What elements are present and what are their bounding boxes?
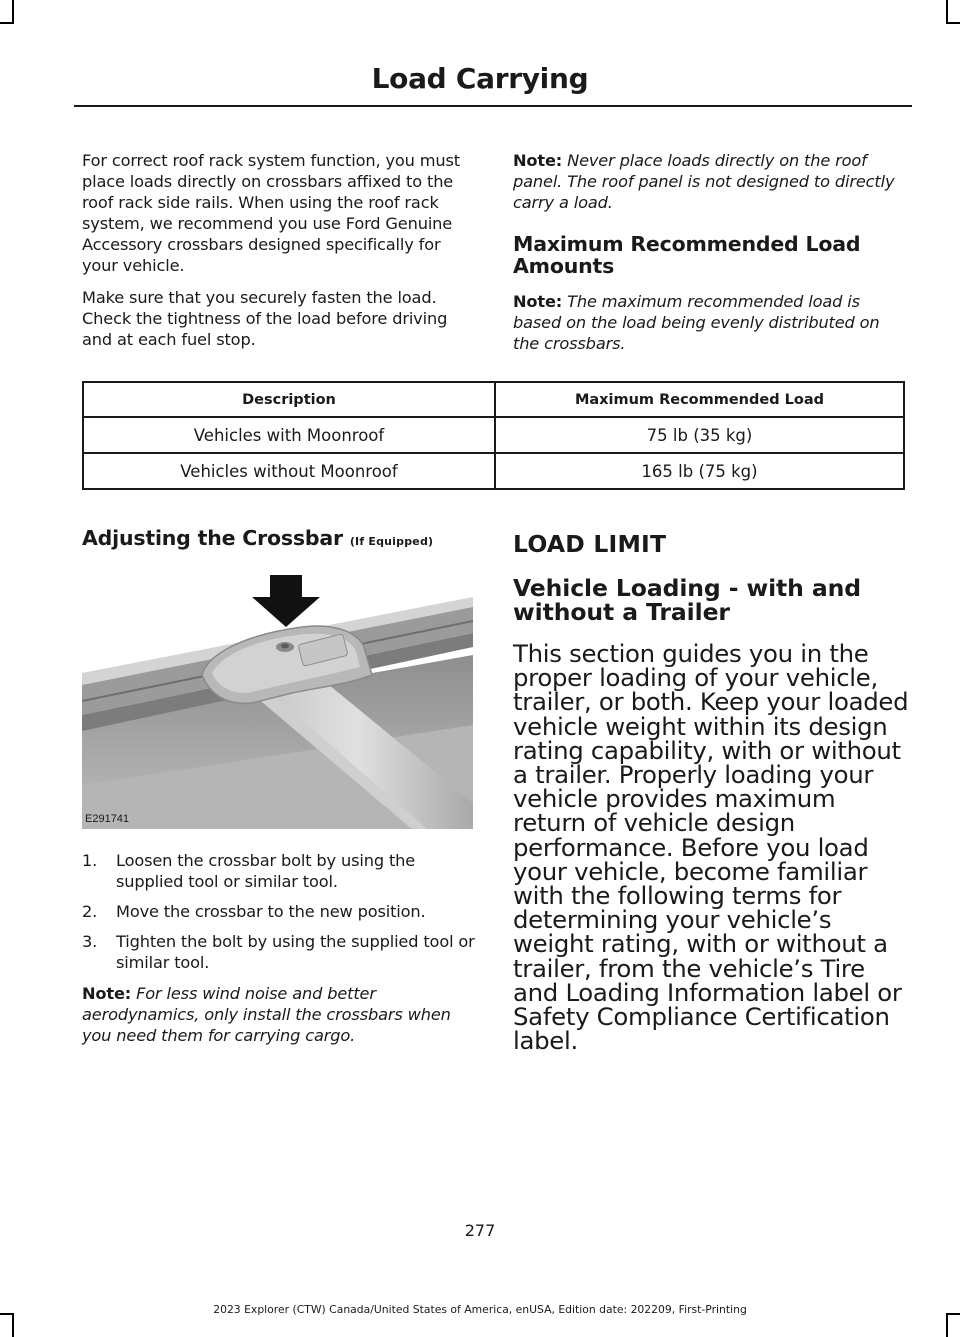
- roof-rack-intro: [82, 150, 478, 350]
- crossbar-steps-block: [82, 850, 478, 1046]
- crop-mark: [12, 0, 14, 22]
- column-header-max-load: Maximum Recommended Load: [495, 382, 904, 417]
- table-cell: Vehicles with Moonroof: [83, 417, 495, 453]
- crop-mark: [0, 22, 14, 24]
- roof-rack-paragraph: For correct roof rack system function, you must place loads directly on crossbars affixed to the roof rack side rails. When using the roof rack system, we recommend you use Ford Genuine Accessory crossbars designed specifically for your vehicle.: [82, 151, 460, 275]
- list-item: [82, 931, 478, 973]
- table-cell: 165 lb (75 kg): [495, 453, 904, 489]
- crossbar-illustration: [82, 575, 473, 829]
- crossbar-steps-list: [82, 850, 478, 973]
- column-header-description: Description: [83, 382, 495, 417]
- crop-mark: [946, 0, 948, 22]
- load-limit-section: [513, 530, 909, 1056]
- max-load-table: [82, 381, 905, 490]
- note-label: Note:: [513, 292, 563, 311]
- list-item: [82, 901, 478, 922]
- step-text: Tighten the bolt by using the supplied tool or similar tool.: [116, 932, 475, 972]
- wind-noise-note: [82, 983, 478, 1046]
- crossbar-illustration-graphic: [82, 575, 473, 829]
- load-distribution-note: [513, 291, 909, 354]
- crop-mark: [12, 1313, 14, 1337]
- step-number: 1.: [82, 851, 98, 870]
- roof-notes: [513, 150, 909, 354]
- table-row: [83, 453, 904, 489]
- load-limit-body: This section guides you in the proper loading of your vehicle, trailer, or both. Keep your loaded vehicle weight within its design rating capability, with or without a trailer. Properly loading your vehicle provides maximum return of vehicle design performance. Before you load your vehicle, become familiar with the following terms for determining your vehicle’s weight rating, with or without a trailer, from the vehicle’s Tire and Loading Information label or Safety Compliance Certification label.: [513, 639, 909, 1056]
- step-text: Move the crossbar to the new position.: [116, 902, 426, 921]
- table-header-row: [83, 382, 904, 417]
- page-number: 277: [464, 1221, 496, 1240]
- figure-id: E291741: [85, 813, 130, 825]
- page-title: Load Carrying: [371, 62, 589, 95]
- header-divider: [74, 105, 912, 107]
- crossbar-heading-block: [82, 527, 478, 553]
- step-number: 3.: [82, 932, 98, 951]
- crop-mark: [946, 22, 960, 24]
- section-heading-crossbar: [82, 527, 478, 553]
- section-heading-load-limit: LOAD LIMIT: [513, 530, 667, 558]
- table-cell: Vehicles without Moonroof: [83, 453, 495, 489]
- crossbar-heading-text: Adjusting the Crossbar: [82, 526, 343, 550]
- step-number: 2.: [82, 902, 98, 921]
- subheading-vehicle-loading: Vehicle Loading - with and without a Trailer: [513, 574, 861, 626]
- crop-mark: [946, 1313, 948, 1337]
- note-label: Note:: [513, 151, 563, 170]
- list-item: [82, 850, 478, 892]
- roof-panel-note: [513, 150, 909, 213]
- edition-footer: 2023 Explorer (CTW) Canada/United States of America, enUSA, Edition date: 202209, First-Printing: [213, 1303, 747, 1316]
- section-heading-max-load: Maximum Recommended Load Amounts: [513, 232, 861, 278]
- note-text: Never place loads directly on the roof panel. The roof panel is not designed to directly carry a load.: [513, 151, 895, 212]
- fasten-load-paragraph: Make sure that you securely fasten the load. Check the tightness of the load before driving and at each fuel stop.: [82, 288, 448, 349]
- note-text: For less wind noise and better aerodynamics, only install the crossbars when you need them for carrying cargo.: [82, 984, 451, 1045]
- table-cell: 75 lb (35 kg): [495, 417, 904, 453]
- step-text: Loosen the crossbar bolt by using the supplied tool or similar tool.: [116, 851, 416, 891]
- note-text: The maximum recommended load is based on the load being evenly distributed on the crossbars.: [513, 292, 880, 353]
- if-equipped-qualifier: (If Equipped): [349, 535, 434, 548]
- note-label: Note:: [82, 984, 132, 1003]
- table-row: [83, 417, 904, 453]
